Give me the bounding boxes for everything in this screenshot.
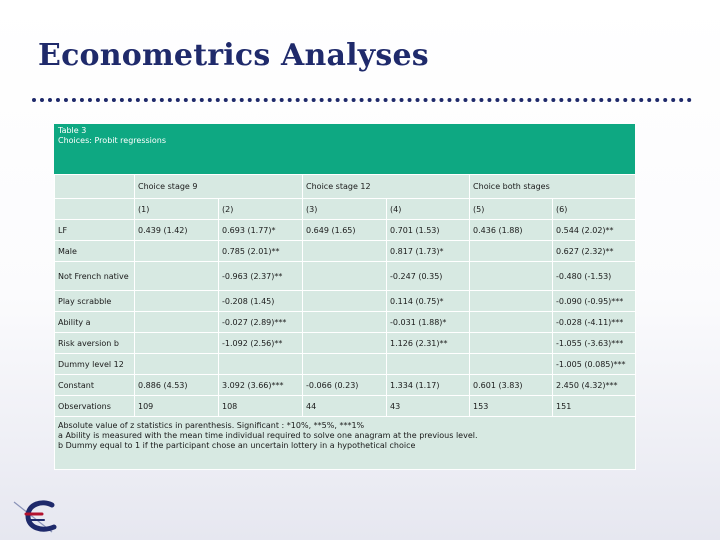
row-label: Observations — [55, 396, 135, 417]
table-cell — [135, 354, 219, 375]
table-row — [55, 220, 636, 241]
table-cell: 0.785 (2.01)** — [219, 241, 303, 262]
column-header: (1) — [135, 199, 219, 220]
table-cell — [303, 333, 387, 354]
table-cell: 109 — [135, 396, 219, 417]
table-cell: 0.649 (1.65) — [303, 220, 387, 241]
table-cell: 0.817 (1.73)* — [387, 241, 470, 262]
table-cell: -0.066 (0.23) — [303, 375, 387, 396]
table-cell: 108 — [219, 396, 303, 417]
table-cell: 0.701 (1.53) — [387, 220, 470, 241]
row-label: LF — [55, 220, 135, 241]
table-cell: -0.480 (-1.53) — [553, 262, 636, 291]
table-cell — [303, 291, 387, 312]
table-cell: -0.208 (1.45) — [219, 291, 303, 312]
column-header: (3) — [303, 199, 387, 220]
table-cell — [470, 333, 553, 354]
table-cell: 0.436 (1.88) — [470, 220, 553, 241]
note-significance: Absolute value of z statistics in parenthesis. Significant : *10%, **5%, ***1% — [58, 421, 365, 430]
note-risk-aversion: b Dummy equal to 1 if the participant chose an uncertain lottery in a hypothetical choice — [58, 441, 416, 450]
column-header: (2) — [219, 199, 303, 220]
table-cell: 0.114 (0.75)* — [387, 291, 470, 312]
column-header: (6) — [553, 199, 636, 220]
table-cell — [303, 262, 387, 291]
table-cell — [135, 262, 219, 291]
table-notes — [55, 417, 636, 470]
table-cell: -1.055 (-3.63)*** — [553, 333, 636, 354]
table-cell: 151 — [553, 396, 636, 417]
table-row — [55, 333, 636, 354]
group-header: Choice stage 12 — [303, 175, 470, 199]
row-label: Not French native — [55, 262, 135, 291]
note-ability: a Ability is measured with the mean time individual required to solve one anagram at the previous level. — [58, 431, 478, 440]
table-cell — [470, 262, 553, 291]
row-label: Play scrabble — [55, 291, 135, 312]
table-cell — [470, 241, 553, 262]
corner-cell — [55, 175, 135, 199]
table-caption-band — [54, 124, 635, 174]
table-cell — [219, 354, 303, 375]
table-cell: -0.031 (1.88)* — [387, 312, 470, 333]
table-cell — [303, 312, 387, 333]
table-row — [55, 354, 636, 375]
group-header: Choice stage 9 — [135, 175, 303, 199]
table-cell — [135, 241, 219, 262]
table-cell — [470, 291, 553, 312]
table-cell: 3.092 (3.66)*** — [219, 375, 303, 396]
table-row — [55, 241, 636, 262]
table-row — [55, 396, 636, 417]
table-number: Table 3 — [58, 126, 87, 135]
table-cell: -0.247 (0.35) — [387, 262, 470, 291]
table-cell — [470, 312, 553, 333]
table-cell — [135, 333, 219, 354]
column-header: (5) — [470, 199, 553, 220]
table-cell: 1.126 (2.31)** — [387, 333, 470, 354]
group-header-row — [55, 175, 636, 199]
row-label: Ability a — [55, 312, 135, 333]
row-label: Male — [55, 241, 135, 262]
table-cell: 0.886 (4.53) — [135, 375, 219, 396]
column-header-row — [55, 199, 636, 220]
slide-title: Econometrics Analyses — [38, 38, 429, 73]
table-row — [55, 262, 636, 291]
table-cell: -1.092 (2.56)** — [219, 333, 303, 354]
table-body — [55, 220, 636, 417]
table-cell — [135, 291, 219, 312]
group-header: Choice both stages — [470, 175, 636, 199]
row-label: Risk aversion b — [55, 333, 135, 354]
table-cell: -0.027 (2.89)*** — [219, 312, 303, 333]
table-cell — [387, 354, 470, 375]
corner-cell — [55, 199, 135, 220]
row-label: Dummy level 12 — [55, 354, 135, 375]
table-row — [55, 312, 636, 333]
dotted-divider — [32, 98, 692, 102]
table-cell — [135, 312, 219, 333]
table-row — [55, 291, 636, 312]
table-cell: -0.090 (-0.95)*** — [553, 291, 636, 312]
column-header: (4) — [387, 199, 470, 220]
regression-table — [54, 124, 635, 470]
stylized-c-logo-icon — [12, 496, 68, 536]
table-cell: 2.450 (4.32)*** — [553, 375, 636, 396]
table-cell: 0.601 (3.83) — [470, 375, 553, 396]
table-cell — [470, 354, 553, 375]
table-caption: Choices: Probit regressions — [58, 136, 167, 145]
table-cell: 44 — [303, 396, 387, 417]
table-cell: 0.693 (1.77)* — [219, 220, 303, 241]
table-cell: -0.028 (-4.11)*** — [553, 312, 636, 333]
table-grid — [54, 174, 636, 470]
table-cell: 0.544 (2.02)** — [553, 220, 636, 241]
table-cell: 0.627 (2.32)** — [553, 241, 636, 262]
table-row — [55, 375, 636, 396]
row-label: Constant — [55, 375, 135, 396]
table-cell: -0.963 (2.37)** — [219, 262, 303, 291]
table-cell: 1.334 (1.17) — [387, 375, 470, 396]
table-cell: -1.005 (0.085)*** — [553, 354, 636, 375]
table-cell — [303, 354, 387, 375]
table-cell: 153 — [470, 396, 553, 417]
table-cell: 43 — [387, 396, 470, 417]
table-cell: 0.439 (1.42) — [135, 220, 219, 241]
notes-row — [55, 417, 636, 470]
table-cell — [303, 241, 387, 262]
